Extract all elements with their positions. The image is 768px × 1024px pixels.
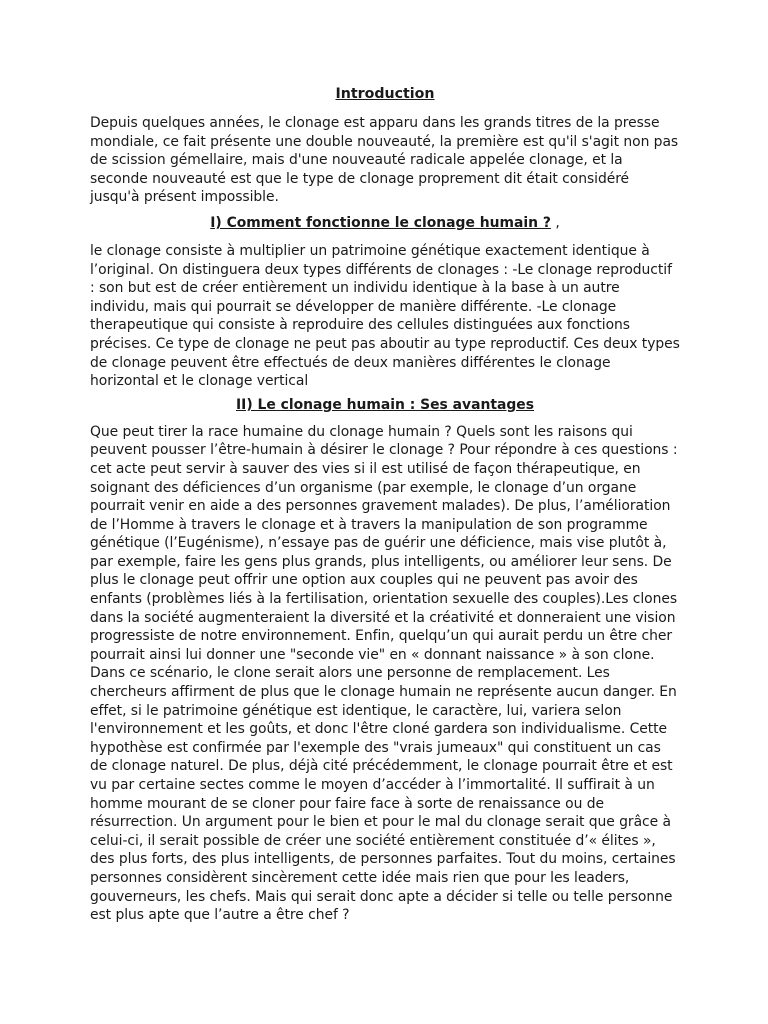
section-heading-1 <box>90 213 680 233</box>
document-page <box>90 84 680 925</box>
intro-paragraph: Depuis quelques années, le clonage est apparu dans les grands titres de la presse mondiale, ce fait présente une double nouveauté, la première est qu'il s'agit non pas de scission gémellaire, mais d'une nouveauté radicale appelée clonage, et la seconde nouveauté est que le type de clonage proprement dit était considéré jusqu'à présent impossible. <box>90 115 679 206</box>
section-heading-1-text: I) Comment fonctionne le clonage humain ? <box>210 214 551 231</box>
document-title: Introduction <box>335 86 435 102</box>
section-2-paragraph: Que peut tirer la race humaine du clonage humain ? Quels sont les raisons qui peuvent pousser l’être-humain à désirer le clonage ? Pour répondre à ces questions : cet acte peut servir à sauver des vies si il est utilisé de façon thérapeutique, en soignant des déficiences d’un organisme (par exemple, le clonage d’un organe pourrait venir en aide a des personnes gravement malades). De plus, l’amélioration de l’Homme à travers le clonage et à travers la manipulation de son programme génétique (l’Eugénisme), n’essaye pas de guérir une déficience, mais vise plutôt à, par exemple, faire les gens plus grands, plus intelligents, ou améliorer leur sens. De plus le clonage peut offrir une option aux couples qui ne peuvent pas avoir des enfants (problèmes liés à la fertilisation, orientation sexuelle des couples).Les clones dans la société augmenteraient la diversité et la créativité et donneraient une vision progressiste de notre environnement. Enfin, quelqu’un qui aurait perdu un être cher pourrait ainsi lui donner une "seconde vie" en « donnant naissance » à son clone. Dans ce scénario, le clone serait alors une personne de remplacement. Les chercheurs affirment de plus que le clonage humain ne représente aucun danger. En effet, si le patrimoine génétique est identique, le caractère, lui, variera selon l'environnement et les goûts, et donc l'être cloné gardera son individualisme. Cette hypothèse est confirmée par l'exemple des "vrais jumeaux" qui constituent un cas de clonage naturel. De plus, déjà cité précédemment, le clonage pourrait être et est vu par certaine sectes comme le moyen d’accéder à l’immortalité. Il suffirait à un homme mourant de se cloner pour faire face à sorte de renaissance ou de résurrection. Un argument pour le bien et pour le mal du clonage serait que grâce à celui-ci, il serait possible de créer une société entièrement constituée d’« élites », des plus forts, des plus intelligents, de personnes parfaites. Tout du moins, certaines personnes considèrent sincèrement cette idée mais rien que pour les leaders, gouverneurs, les chefs. Mais qui serait donc apte a décider si telle ou telle personne est plus apte que l’autre a être chef ? <box>90 423 678 924</box>
section-heading-1-suffix: , <box>550 214 560 231</box>
section-heading-2 <box>90 395 680 415</box>
section-1-paragraph: le clonage consiste à multiplier un patrimoine génétique exactement identique à l’original. On distinguera deux types différents de clonages : -Le clonage reproductif : son but est de créer entièrement un individu identique à la base à un autre individu, mais qui pourrait se développer de manière différente. -Le clonage therapeutique qui consiste à reproduire des cellules distinguées aux fonctions précises. Ce type de clonage ne peut pas aboutir au type reproductif. Ces deux types de clonage peuvent être effectués de deux manières différentes le clonage horizontal et le clonage vertical <box>90 242 680 390</box>
section-heading-2-text: II) Le clonage humain : Ses avantages <box>236 396 534 413</box>
